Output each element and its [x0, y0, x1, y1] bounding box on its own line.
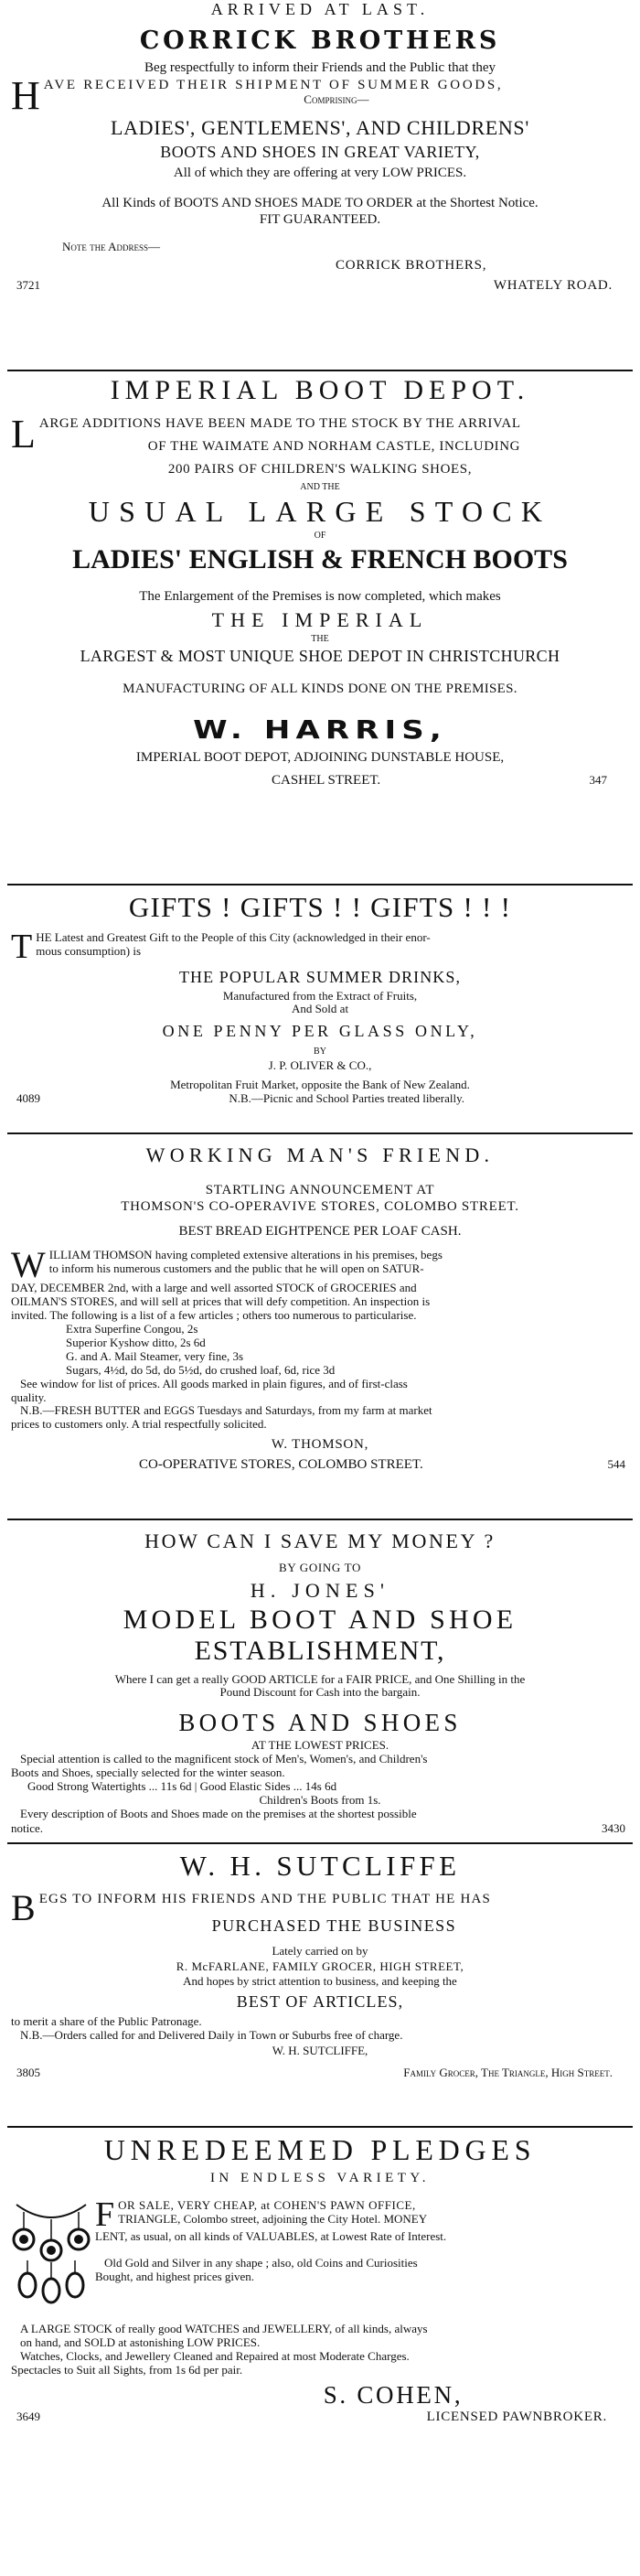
cohen-line1: OR SALE, VERY CHEAP, at COHEN'S PAWN OFFICE,	[118, 2199, 416, 2213]
cohen-body-with-illustration	[11, 2195, 629, 2313]
divider-rule	[7, 1132, 633, 1134]
jones-establishment: ESTABLISHMENT,	[194, 1636, 446, 1667]
w-harris-logo: W. HARRIS,	[193, 714, 447, 745]
working-footer-row	[11, 1457, 629, 1473]
jones-ad-number: 3430	[602, 1821, 625, 1836]
working-mans-friend-ad	[0, 1143, 640, 1473]
cohen-watches: Watches, Clocks, and Jewellery Cleaned and Repaired at most Moderate Charges.	[20, 2349, 410, 2363]
working-ad-number: 544	[607, 1456, 625, 1471]
gifts-line1: HE Latest and Greatest Gift to the People of this City (acknowledged in their enor-	[36, 930, 431, 944]
corrick-footer-row	[11, 278, 629, 294]
imperial-footer-row	[11, 773, 629, 789]
imperial-intro	[11, 411, 629, 456]
imperial-line3: 200 PAIRS OF CHILDREN'S WALKING SHOES,	[167, 462, 473, 477]
sutcliffe-intro	[11, 1886, 629, 1936]
corrick-beg-line: Beg respectfully to inform their Friends and the Public that they	[144, 59, 496, 75]
imperial-boot-depot-ad	[0, 375, 640, 789]
cohen-headline: UNREDEEMED PLEDGES	[103, 2133, 537, 2166]
imperial-the-imperial: THE IMPERIAL	[211, 607, 429, 631]
gifts-by: BY	[314, 1046, 326, 1057]
working-startling: STARTLING ANNOUNCEMENT AT	[205, 1183, 435, 1198]
pledge-jewellery-icon	[11, 2199, 91, 2309]
jones-special1: Special attention is called to the magnificent stock of Men's, Women's, and Children's	[20, 1753, 428, 1766]
sutcliffe-footer-row	[11, 2066, 629, 2080]
gifts-penny: ONE PENNY PER GLASS ONLY,	[162, 1022, 478, 1041]
cohen-stock1: A LARGE STOCK of really good WATCHES and JEWELLERY, of all kinds, always	[20, 2323, 428, 2336]
imperial-line2: OF THE WAIMATE AND NORHAM CASTLE, INCLUDING	[147, 438, 521, 454]
sutcliffe-signature: W. H. SUTCLIFFE,	[272, 2044, 368, 2057]
working-item: Superior Kyshow ditto, 2s 6d	[66, 1336, 206, 1349]
imperial-ad-number: 347	[589, 772, 607, 787]
working-item: Extra Superfine Congou, 2s	[66, 1322, 198, 1336]
cohen-body-text	[95, 2195, 629, 2313]
corrick-note: Note the Address—	[62, 241, 161, 254]
divider-rule	[7, 370, 633, 371]
sutcliffe-best: BEST OF ARTICLES,	[236, 1992, 404, 2012]
gifts-market: Metropolitan Fruit Market, opposite the Bank of New Zealand.	[170, 1078, 470, 1091]
sutcliffe-headline: W. H. SUTCLIFFE	[179, 1850, 461, 1882]
corrick-address-name: CORRICK BROTHERS,	[336, 258, 487, 274]
imperial-manufacturing: MANUFACTURING OF ALL KINDS DONE ON THE PREMISES.	[123, 682, 517, 697]
gifts-nb: N.B.—Picnic and School Parties treated liberally.	[229, 1091, 464, 1106]
divider-rule	[7, 1842, 633, 1844]
working-quality: quality.	[11, 1390, 47, 1404]
cohen-name: S. COHEN,	[323, 2380, 464, 2409]
imperial-enlargement: The Enlargement of the Premises is now completed, which makes	[139, 588, 501, 604]
sutcliffe-line1: EGS TO INFORM HIS FRIENDS AND THE PUBLIC THAT HE HAS	[38, 1891, 492, 1906]
divider-rule	[7, 884, 633, 886]
corrick-offering-line: All of which they are offering at very LOW PRICES.	[173, 165, 467, 180]
corrick-road: WHATELY ROAD.	[493, 277, 613, 293]
sutcliffe-mcfarlane: R. McFARLANE, FAMILY GROCER, HIGH STREET,	[176, 1959, 464, 1973]
corrick-order-line: All Kinds of BOOTS AND SHOES MADE TO ORDER at the Shortest Notice.	[101, 195, 539, 210]
sutcliffe-ad	[0, 1850, 640, 2080]
cohen-footer-row	[11, 2410, 629, 2425]
gifts-dropcap: T	[11, 927, 33, 966]
imperial-ladies-boots: LADIES' ENGLISH & FRENCH BOOTS	[72, 544, 568, 575]
jones-where2: Pound Discount for Cash into the bargain.	[219, 1686, 421, 1700]
imperial-dropcap: L	[11, 411, 36, 456]
working-bread: BEST BREAD EIGHTPENCE PER LOAF CASH.	[178, 1223, 462, 1239]
cohen-spectacles: Spectacles to Suit all Sights, from 1s 6d per pair.	[11, 2363, 243, 2377]
working-signature: W. THOMSON,	[271, 1437, 369, 1453]
gifts-intro	[11, 927, 629, 966]
working-body-line: OILMAN'S STORES, and will sell at prices that will defy competition. An inspection is	[11, 1294, 431, 1308]
working-window: See window for list of prices. All goods marked in plain figures, and of first-class	[20, 1377, 408, 1390]
working-body-line: to inform his numerous customers and the public that he will open on SATUR-	[48, 1261, 424, 1275]
imperial-headline: IMPERIAL BOOT DEPOT.	[110, 375, 530, 405]
imperial-brand-wrap	[11, 713, 629, 748]
working-thomsons: THOMSON'S CO-OPERAVIVE STORES, COLOMBO STREET.	[121, 1198, 519, 1214]
working-invited: invited. The following is a list of a few articles ; others too numerous to particularise.	[11, 1308, 417, 1322]
corrick-boots-line: BOOTS AND SHOES IN GREAT VARIETY,	[160, 142, 480, 161]
cohen-dropcap: F	[95, 2195, 115, 2235]
cohen-licensed: LICENSED PAWNBROKER.	[426, 2409, 607, 2424]
jones-childrens: Children's Boots from 1s.	[259, 1794, 381, 1808]
imperial-line1: ARGE ADDITIONS HAVE BEEN MADE TO THE STOCK BY THE ARRIVAL	[38, 415, 521, 431]
gifts-line2: mous consumption) is	[36, 944, 142, 958]
cohen-line2: TRIANGLE, Colombo street, adjoining the City Hotel. MONEY	[118, 2212, 428, 2226]
working-headline: WORKING MAN'S FRIEND.	[145, 1143, 495, 1166]
imperial-depot-line: IMPERIAL BOOT DEPOT, ADJOINING DUNSTABLE HOUSE,	[135, 749, 505, 765]
cohen-ad-number: 3649	[16, 2409, 40, 2423]
sutcliffe-dropcap: B	[11, 1886, 36, 1928]
working-nb1: N.B.—FRESH BUTTER and EGGS Tuesdays and Saturdays, from my farm at market	[20, 1404, 432, 1418]
working-item: G. and A. Mail Steamer, very fine, 3s	[66, 1349, 244, 1363]
jones-every1: Every description of Boots and Shoes made on the premises at the shortest possible	[20, 1808, 417, 1821]
gifts-headline: GIFTS ! GIFTS ! ! GIFTS ! ! !	[128, 891, 512, 923]
sutcliffe-merit: to merit a share of the Public Patronage.	[11, 2015, 202, 2029]
jones-every2: notice.	[11, 1821, 44, 1836]
jones-name: H. JONES'	[250, 1579, 390, 1603]
divider-rule	[7, 2126, 633, 2128]
gifts-manufactured: Manufactured from the Extract of Fruits,	[222, 989, 418, 1003]
corrick-fit-line: FIT GUARANTEED.	[259, 212, 381, 228]
imperial-largest: LARGEST & MOST UNIQUE SHOE DEPOT IN CHRISTCHURCH	[80, 646, 560, 665]
cohen-line3: LENT, as usual, on all kinds of VALUABLES, at Lowest Rate of Interest.	[95, 2230, 447, 2244]
corrick-dropcap: H	[11, 72, 40, 118]
corrick-brothers-ad	[0, 0, 640, 294]
working-dropcap: W	[11, 1244, 46, 1286]
working-body	[11, 1244, 629, 1286]
h-jones-ad	[0, 1530, 640, 1836]
jones-prices-line: Good Strong Watertights ... 11s 6d | Good Elastic Sides ... 14s 6d	[27, 1780, 337, 1794]
corrick-ladies-line: LADIES', GENTLEMENS', AND CHILDRENS'	[111, 115, 529, 139]
cohen-gold1: Old Gold and Silver in any shape ; also, old Coins and Curiosities	[104, 2257, 418, 2270]
jones-where1: Where I can get a really GOOD ARTICLE for a FAIR PRICE, and One Shilling in the	[114, 1672, 526, 1686]
jones-boots-shoes: BOOTS AND SHOES	[178, 1709, 462, 1737]
corrick-headline: ARRIVED AT LAST.	[210, 0, 430, 18]
imperial-the: THE	[311, 634, 329, 645]
cohen-gold2: Bought, and highest prices given.	[95, 2270, 255, 2284]
jones-by-going: BY GOING TO	[279, 1562, 361, 1575]
jewellery-illustration	[11, 2199, 95, 2313]
cohen-intro	[95, 2195, 629, 2235]
jones-model: MODEL BOOT AND SHOE	[123, 1604, 517, 1635]
working-nb2: prices to customers only. A trial respectfully solicited.	[11, 1418, 267, 1432]
working-item: Sugars, 4½d, do 5d, do 5½d, do crushed loaf, 6d, rice 3d	[66, 1363, 336, 1377]
sutcliffe-hopes: And hopes by strict attention to business, and keeping the	[183, 1975, 457, 1989]
jones-lowest: AT THE LOWEST PRICES.	[251, 1739, 389, 1753]
corrick-comprising: Comprising—	[304, 93, 369, 107]
gifts-ad	[0, 891, 640, 1106]
gifts-oliver: J. P. OLIVER & CO.,	[268, 1058, 372, 1072]
imperial-of: OF	[314, 530, 326, 541]
gifts-popular: THE POPULAR SUMMER DRINKS,	[178, 967, 462, 986]
imperial-usual: USUAL LARGE STOCK	[88, 494, 552, 528]
corrick-name: CORRICK BROTHERS	[139, 26, 501, 55]
sutcliffe-address: Family Grocer, The Triangle, High Street.	[403, 2065, 613, 2079]
cohen-pawnbroker-ad	[0, 2133, 640, 2425]
sutcliffe-nb: N.B.—Orders called for and Delivered Daily in Town or Suburbs free of charge.	[20, 2029, 403, 2043]
jones-special2: Boots and Shoes, specially selected for the winter season.	[11, 1766, 285, 1780]
corrick-have-text: AVE RECEIVED THEIR SHIPMENT OF SUMMER GOODS,	[43, 77, 504, 92]
sutcliffe-purchased: PURCHASED THE BUSINESS	[211, 1916, 457, 1935]
imperial-and-the: AND THE	[300, 482, 340, 493]
cohen-stock2: on hand, and SOLD at astonishing LOW PRICES.	[20, 2335, 261, 2349]
cohen-subheadline: IN ENDLESS VARIETY.	[209, 2170, 431, 2185]
gifts-sold: And Sold at	[291, 1003, 349, 1016]
corrick-ad-number: 3721	[16, 277, 40, 292]
working-body-line: DAY, DECEMBER 2nd, with a large and well assorted STOCK of GROCERIES and	[11, 1282, 417, 1295]
jones-headline: HOW CAN I SAVE MY MONEY ?	[144, 1530, 496, 1552]
gifts-footer-row	[11, 1091, 629, 1106]
gifts-ad-number: 4089	[16, 1091, 40, 1106]
working-body-line: ILLIAM THOMSON having completed extensive alterations in his premises, begs	[48, 1249, 443, 1262]
corrick-have-line	[11, 72, 629, 118]
imperial-street: CASHEL STREET.	[272, 772, 381, 788]
jones-footer-row	[11, 1821, 629, 1836]
sutcliffe-ad-number: 3805	[16, 2065, 40, 2079]
working-stores: CO-OPERATIVE STORES, COLOMBO STREET.	[139, 1456, 423, 1472]
sutcliffe-lately: Lately carried on by	[272, 1944, 368, 1958]
divider-rule	[7, 1519, 633, 1520]
